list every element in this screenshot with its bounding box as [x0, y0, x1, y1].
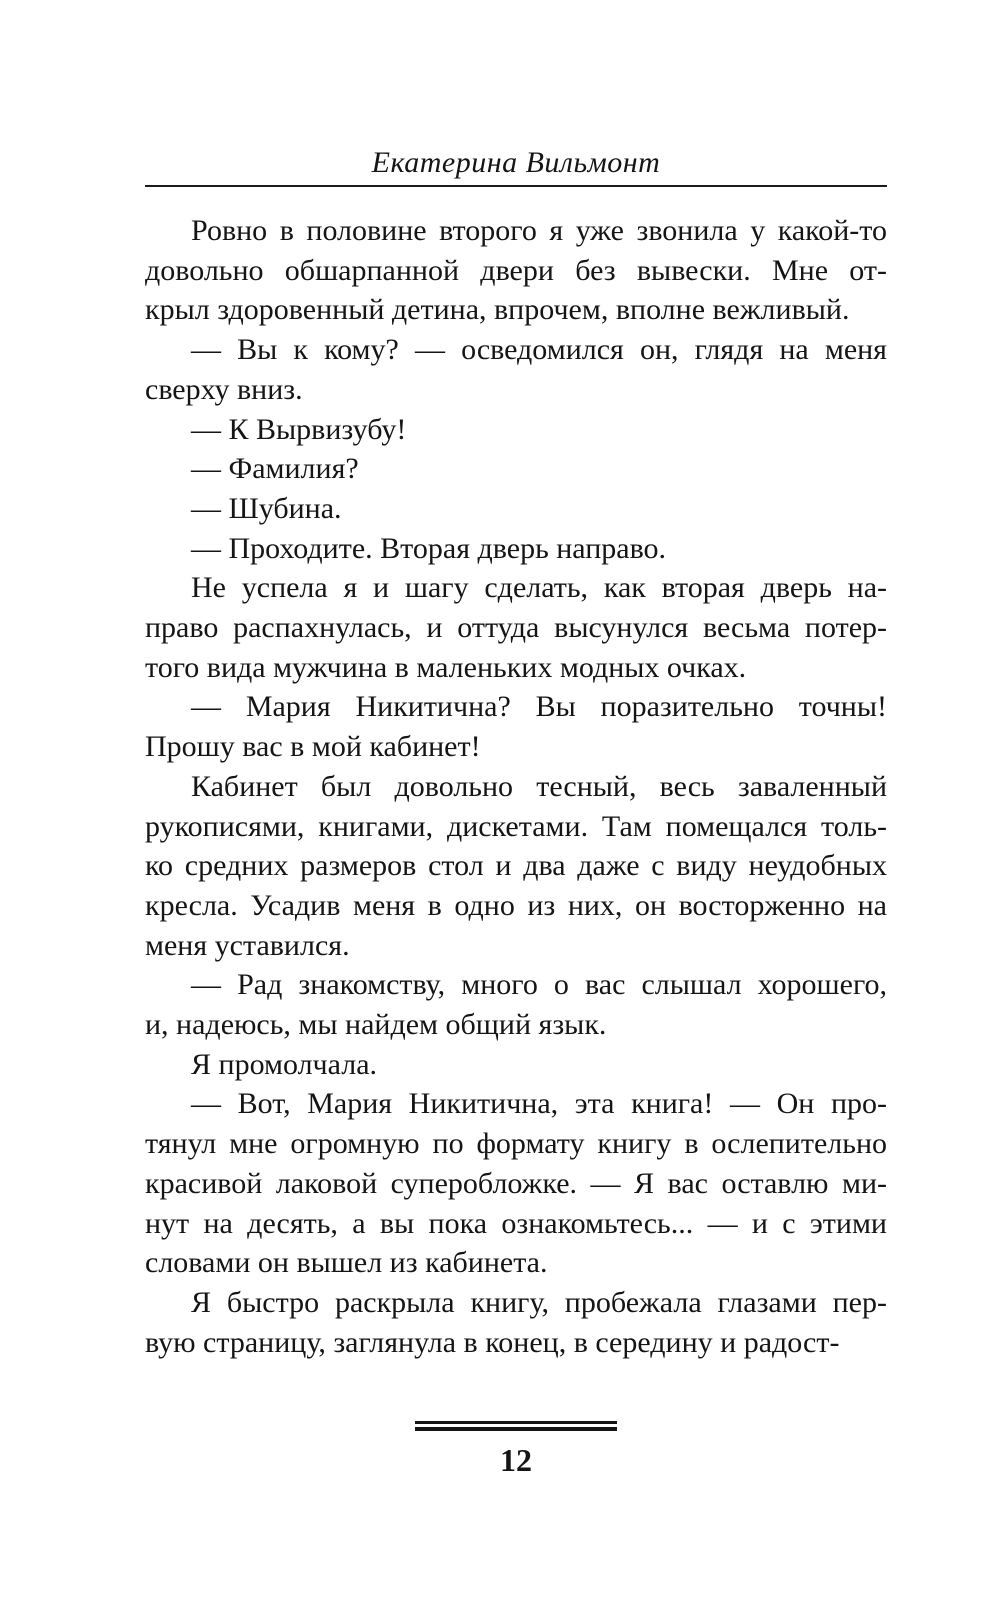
text-line: — Рад знакомству, много о вас слышал хорошего,	[191, 968, 887, 1002]
text-line: — Шубина.	[191, 491, 342, 525]
text-line: ко средних размеров стол и два даже с виду неудобных	[145, 849, 887, 883]
paragraph	[145, 1045, 887, 1085]
text-line: довольно обшарпанной двери без вывески. Мне от-	[145, 253, 887, 287]
paragraph	[145, 568, 887, 687]
header-rule	[145, 185, 887, 187]
text-line: — Мария Никитична? Вы поразительно точны!	[191, 690, 887, 724]
text-line: тянул мне огромную по формату книгу в ослепительно	[145, 1127, 887, 1161]
text-line: вую страницу, заглянула в конец, в середину и радост-	[145, 1325, 840, 1359]
text-line: того вида мужчина в маленьких модных очках.	[145, 650, 747, 684]
text-line: словами он вышел из кабинета.	[145, 1246, 548, 1280]
paragraph	[145, 489, 887, 529]
text-line: сверху вниз.	[145, 372, 303, 406]
text-line: Прошу вас в мой кабинет!	[145, 730, 481, 764]
text-line: и, надеюсь, мы найдем общий язык.	[145, 1008, 607, 1042]
paragraph	[145, 330, 887, 409]
text-line: красивой лаковой суперобложке. — Я вас оставлю ми-	[145, 1166, 887, 1200]
text-line: меня уставился.	[145, 928, 350, 962]
paragraph	[145, 211, 887, 330]
paragraph	[145, 449, 887, 489]
text-line: нут на десять, а вы пока ознакомьтесь... — и с этими	[145, 1206, 887, 1240]
text-line: Я промолчала.	[191, 1047, 378, 1081]
text-line: кресла. Усадив меня в одно из них, он восторженно на	[145, 888, 887, 922]
paragraph	[145, 529, 887, 569]
text-line: Кабинет был довольно тесный, весь заваленный	[191, 769, 887, 803]
text-line: право распахнулась, и оттуда высунулся весьма потер-	[145, 611, 887, 645]
page-number: 12	[500, 1442, 532, 1478]
paragraph	[145, 965, 887, 1044]
footer-ornament-thick-line	[415, 1427, 617, 1431]
paragraph	[145, 1084, 887, 1283]
text-line: Я быстро раскрыла книгу, пробежала глазами пер-	[191, 1285, 887, 1319]
text-line: — Фамилия?	[191, 452, 359, 486]
text-line: — К Вырвизубу!	[191, 412, 407, 446]
paragraph	[145, 410, 887, 450]
text-line: — Проходите. Вторая дверь направо.	[191, 531, 667, 565]
paragraph	[145, 1283, 887, 1362]
footer-ornament	[415, 1421, 617, 1431]
body-text	[145, 211, 887, 1362]
text-line: рукописями, книгами, дискетами. Там помещался толь-	[145, 809, 887, 843]
running-head-author: Екатерина Вильмонт	[371, 146, 661, 179]
footer-ornament-thin-line	[415, 1421, 617, 1424]
text-line: Ровно в половине второго я уже звонила у какой-то	[191, 214, 887, 247]
paragraph	[145, 687, 887, 766]
text-line: — Вот, Мария Никитична, эта книга! — Он про-	[191, 1087, 887, 1121]
text-line: крыл здоровенный детина, впрочем, вполне вежливый.	[145, 293, 850, 327]
paragraph	[145, 767, 887, 966]
text-line: Не успела я и шагу сделать, как вторая дверь на-	[191, 571, 887, 605]
text-line: — Вы к кому? — осведомился он, глядя на меня	[191, 333, 887, 367]
